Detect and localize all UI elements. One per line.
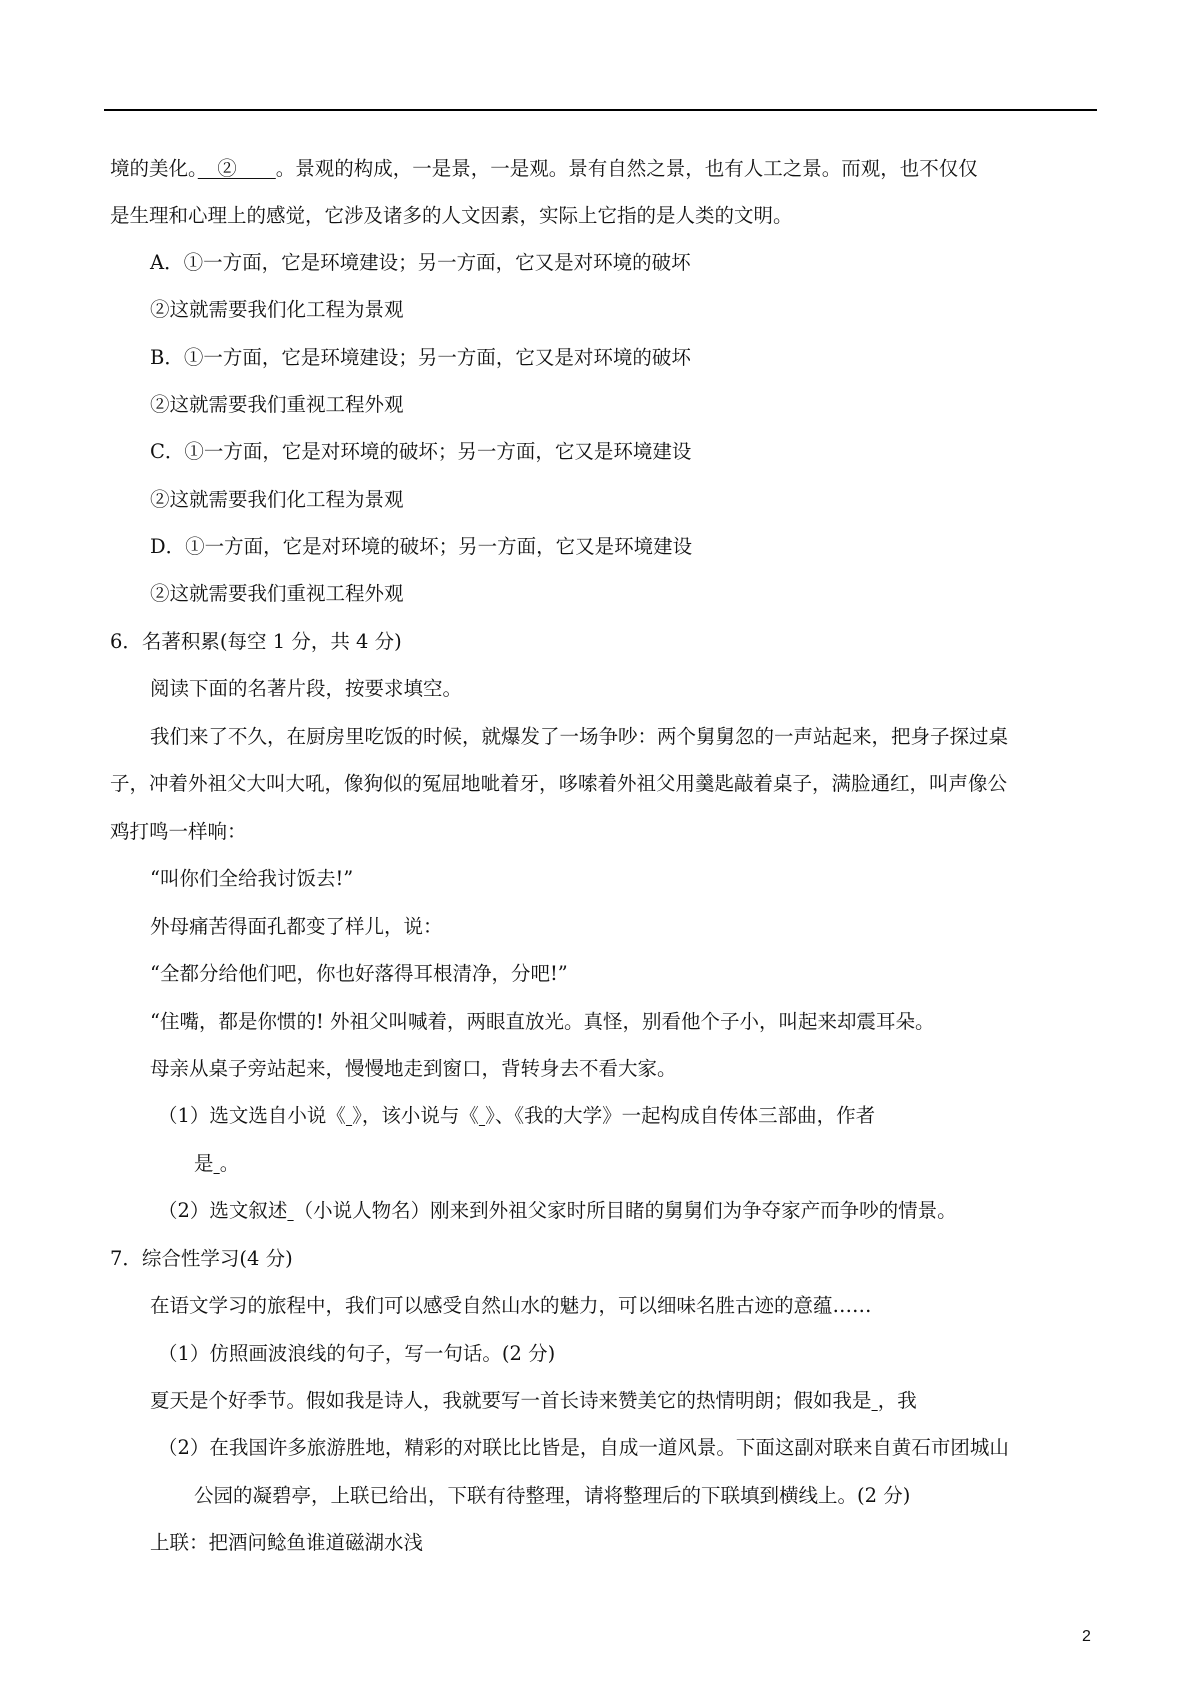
question-7-example-mid: ，我 (877, 1389, 917, 1412)
passage-line-1-start: 境的美化。 (110, 157, 198, 180)
question-6-sub-1 (158, 1106, 875, 1126)
header-rule (104, 109, 1097, 111)
excerpt-quote-3: “住嘴，都是你惯的! 外祖父叫喊着，两眼直放光。真怪，别看他个子小，叫起来却震耳朵。 (150, 1010, 935, 1033)
option-d-line-2: ②这就需要我们重视工程外观 (150, 582, 404, 605)
question-7-sub-1: （1）仿照画波浪线的句子，写一句话。(2 分) (158, 1342, 556, 1365)
question-6-sub-1-part-2: 》，该小说与《 (352, 1104, 479, 1127)
option-c-line-1: C．①一方面，它是对环境的破坏；另一方面，它又是环境建设 (150, 440, 692, 463)
excerpt-narration-1: 外母痛苦得面孔都变了样儿，说： (150, 915, 443, 938)
passage-line-1-end: 。景观的构成，一是景，一是观。景有自然之景，也有人工之景。而观，也不仅仅 (275, 157, 978, 180)
passage-line-1 (110, 159, 978, 179)
passage-line-2: 是生理和心理上的感觉，它涉及诸多的人文因素，实际上它指的是人类的文明。 (110, 204, 793, 227)
question-7-sub-2-line-2: 公园的凝碧亭，上联已给出，下联有待整理，请将整理后的下联填到横线上。(2 分) (194, 1484, 911, 1507)
excerpt-quote-2: “全都分给他们吧，你也好落得耳根清净，分吧!” (150, 962, 568, 985)
upper-couplet: 上联：把酒问鲶鱼谁道磁湖水浅 (150, 1531, 424, 1554)
question-7-title: 7．综合性学习(4 分) (110, 1247, 293, 1270)
option-c-line-2: ②这就需要我们化工程为景观 (150, 488, 404, 511)
option-b-line-2: ②这就需要我们重视工程外观 (150, 393, 404, 416)
question-6-sub-2-end: （小说人物名）刚来到外祖父家时所目睹的舅舅们为争夺家产而争吵的情景。 (293, 1199, 957, 1222)
question-6-title: 6．名著积累(每空 1 分，共 4 分) (110, 630, 402, 653)
option-a-line-2: ②这就需要我们化工程为景观 (150, 298, 404, 321)
excerpt-line-1: 我们来了不久，在厨房里吃饭的时候，就爆发了一场争吵：两个舅舅忽的一声站起来，把身子探过桌 (150, 725, 1009, 748)
question-6-sub-1-line-2-start: 是 (194, 1152, 214, 1175)
page-number: 2 (1082, 1628, 1091, 1645)
question-6-instruction: 阅读下面的名著片段，按要求填空。 (150, 677, 463, 700)
option-b-line-1: B．①一方面，它是环境建设；另一方面，它又是对环境的破坏 (150, 346, 691, 369)
question-7-sub-2-line-1: （2）在我国许多旅游胜地，精彩的对联比比皆是，自成一道风景。下面这副对联来自黄石市团城山 (158, 1436, 1009, 1459)
excerpt-line-2: 子，冲着外祖父大叫大吼，像狗似的冤屈地呲着牙，哆嗦着外祖父用羹匙敲着桌子，满脸通红，叫声像公 (110, 772, 1008, 795)
excerpt-quote-1: “叫你们全给我讨饭去!” (150, 867, 354, 890)
option-d-line-1: D．①一方面，它是对环境的破坏；另一方面，它又是环境建设 (150, 535, 693, 558)
question-6-sub-1-line-2 (194, 1154, 239, 1174)
question-6-sub-1-part-3: 》、《我的大学》一起构成自传体三部曲，作者 (485, 1104, 876, 1127)
excerpt-line-3: 鸡打鸣一样响： (110, 820, 247, 843)
question-6-sub-2-start: （2）选文叙述 (158, 1199, 288, 1222)
question-7-intro: 在语文学习的旅程中，我们可以感受自然山水的魅力，可以细味名胜古迹的意蕴…… (150, 1294, 872, 1317)
question-6-sub-1-line-2-end: 。 (219, 1152, 240, 1175)
excerpt-narration-2: 母亲从桌子旁站起来，慢慢地走到窗口，背转身去不看大家。 (150, 1057, 677, 1080)
option-a-line-1: A．①一方面，它是环境建设；另一方面，它又是对环境的破坏 (150, 251, 691, 274)
question-6-sub-1-part-1: （1）选文选自小说《 (158, 1104, 346, 1127)
question-7-example (150, 1391, 917, 1411)
blank-2: ② (197, 157, 276, 180)
question-6-sub-2 (158, 1201, 957, 1221)
question-7-example-start: 夏天是个好季节。假如我是诗人，我就要写一首长诗来赞美它的热情明朗；假如我是 (150, 1389, 872, 1412)
